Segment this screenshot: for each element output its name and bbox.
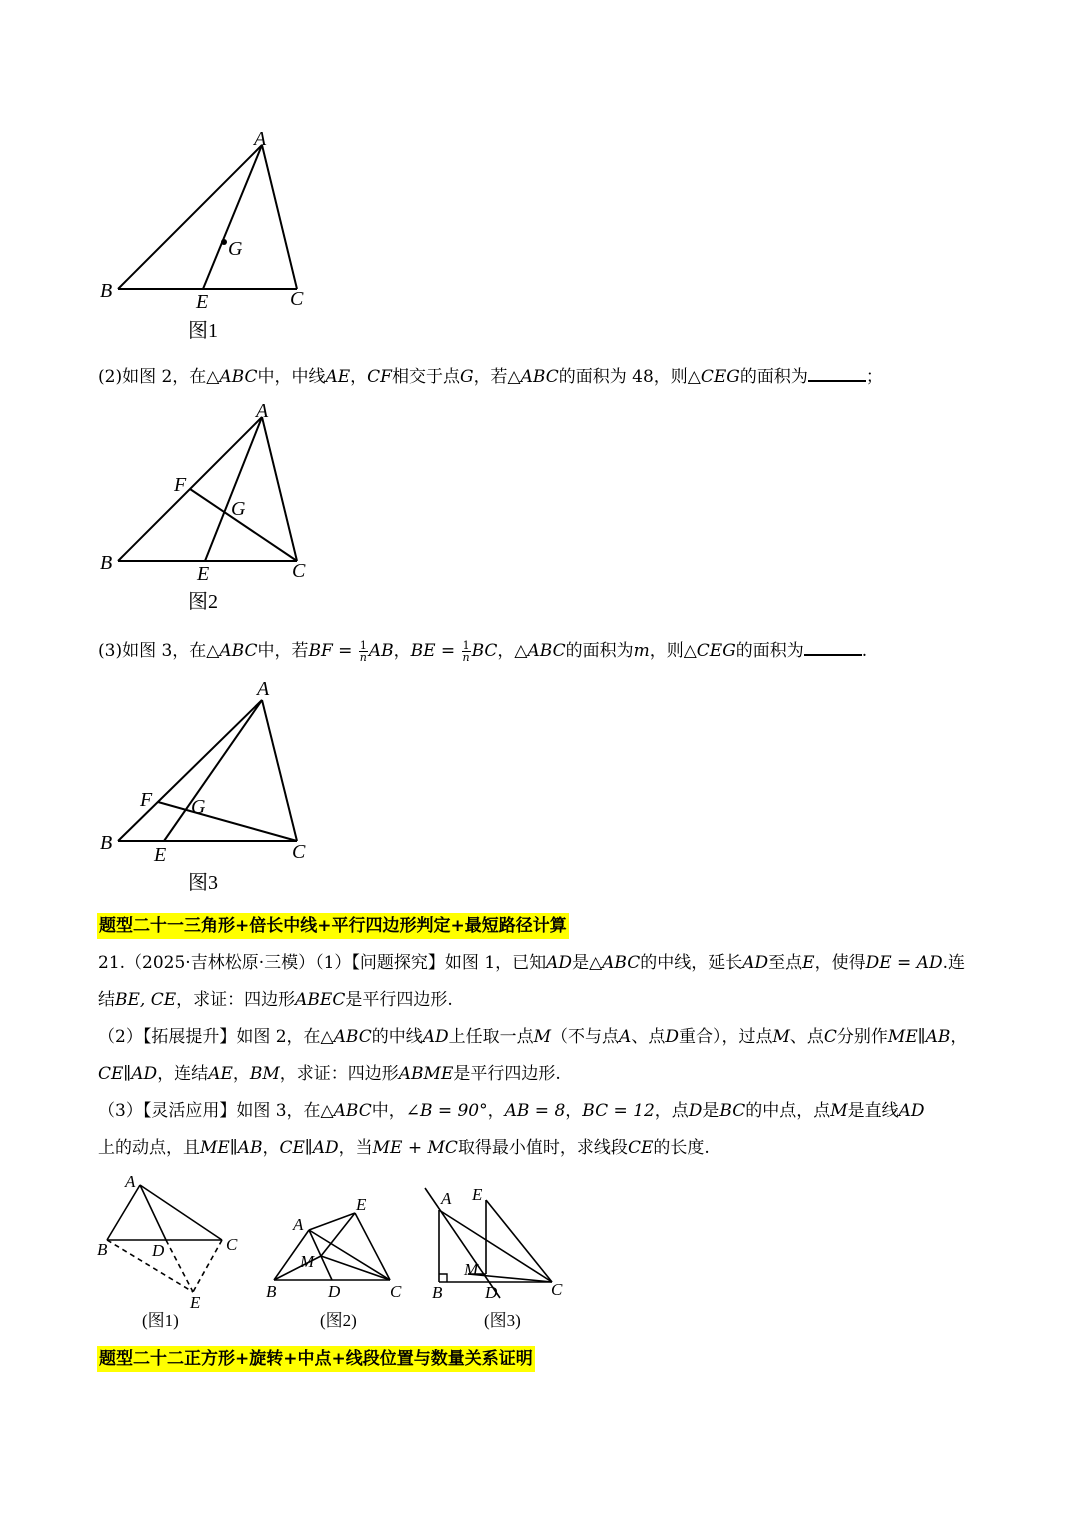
- q21-line-2: 结BE, CE，求证：四边形ABEC是平行四边形.: [98, 990, 453, 1010]
- label-d: D: [328, 1282, 341, 1301]
- label-a: A: [257, 678, 270, 700]
- label-b: B: [100, 280, 113, 302]
- label-b: B: [432, 1283, 443, 1302]
- small-figure-3: [415, 1170, 575, 1335]
- question-part-3: (3)如图 3，在△ABC中，若BF = $\frac{1}{n}$ AB，BE = $\frac{1}{n}$ BC，△ABC的面积为m，则△CEG的面积为 .: [98, 639, 868, 664]
- label-c: C: [551, 1280, 563, 1299]
- label-c: C: [290, 288, 304, 310]
- label-b: B: [266, 1282, 277, 1301]
- label-g: G: [228, 238, 243, 260]
- q21-line-6: 上的动点，且ME∥AB，CE∥AD，当ME + MC取得最小值时，求线段CE的长度.: [98, 1138, 710, 1158]
- edge-ab: [118, 145, 262, 289]
- point-g: [221, 239, 227, 245]
- q21-line-4: CE∥AD，连结AE，BM，求证：四边形ABME是平行四边形.: [98, 1064, 561, 1084]
- figure-3: [90, 675, 330, 900]
- edge-ac: [262, 417, 297, 561]
- section-heading-21: 题型二十一三角形+倍长中线+平行四边形判定+最短路径计算: [97, 913, 569, 939]
- segment-ce: [193, 1240, 222, 1292]
- section-heading-22: 题型二十二正方形+旋转+中点+线段位置与数量关系证明: [97, 1346, 535, 1372]
- label-c: C: [292, 841, 306, 863]
- segment-ce: [486, 1200, 552, 1282]
- segment-ae: [203, 145, 262, 289]
- figure-3-caption: 图3: [188, 872, 218, 894]
- label-e: E: [154, 844, 167, 866]
- label-c: C: [390, 1282, 402, 1301]
- segment-ae: [205, 417, 262, 561]
- label-b: B: [100, 552, 113, 574]
- edge-ac: [439, 1210, 552, 1282]
- label-g: G: [191, 796, 206, 818]
- label-e: E: [196, 291, 209, 313]
- label-e: E: [356, 1195, 367, 1214]
- label-f: F: [140, 789, 153, 811]
- label-a: A: [256, 400, 269, 422]
- label-d: D: [152, 1241, 165, 1260]
- small-figure-1-caption: (图1): [142, 1311, 179, 1330]
- figure-1: [90, 125, 330, 345]
- label-b: B: [97, 1240, 108, 1259]
- label-a: A: [125, 1172, 136, 1191]
- answer-blank: [808, 364, 866, 382]
- fraction-1-over-n: $\frac{1}{n}$: [359, 639, 367, 664]
- small-figure-3-caption: (图3): [484, 1311, 521, 1330]
- edge-ac: [262, 700, 297, 841]
- label-d: D: [485, 1283, 498, 1302]
- small-figure-2-caption: (图2): [320, 1311, 357, 1330]
- edge-ac: [262, 145, 297, 289]
- segment-cf: [158, 802, 297, 841]
- figure-2-caption: 图2: [188, 591, 218, 613]
- fraction-1-over-n-2: $\frac{1}{n}$: [462, 639, 470, 664]
- small-figure-2: [262, 1170, 412, 1335]
- label-c: C: [226, 1235, 238, 1254]
- answer-blank: [804, 638, 862, 656]
- edge-ab: [118, 700, 262, 841]
- label-m: M: [300, 1252, 315, 1271]
- small-figure-1: [90, 1170, 260, 1335]
- label-e: E: [190, 1293, 201, 1312]
- label-g: G: [231, 498, 246, 520]
- figure-1-caption: 图1: [188, 320, 218, 342]
- label-e: E: [472, 1185, 483, 1204]
- segment-ae: [164, 700, 262, 841]
- edge-ab: [107, 1185, 140, 1240]
- question-part-2: (2)如图 2，在△ABC中，中线AE，CF相交于点G，若△ABC的面积为 48，则△CEG的面积为 ；: [98, 364, 883, 389]
- label-a: A: [441, 1189, 452, 1208]
- figure-2: [90, 395, 330, 620]
- label-f: F: [174, 474, 187, 496]
- label-c: C: [292, 560, 306, 582]
- label-a: A: [254, 128, 267, 150]
- label-m: M: [464, 1260, 479, 1279]
- label-a: A: [293, 1215, 304, 1234]
- label-b: B: [100, 832, 113, 854]
- q21-line-5: （3）【灵活应用】如图 3，在△ABC中，∠B = 90°，AB = 8，BC = 12，点D是BC的中点，点M是直线AD: [98, 1101, 925, 1121]
- segment-mc: [468, 1274, 552, 1282]
- q21-line-3: （2）【拓展提升】如图 2，在△ABC的中线AD上任取一点M（不与点A、点D重合），过点M、点C分别作ME∥AB，: [98, 1027, 968, 1047]
- label-e: E: [197, 563, 210, 585]
- q21-line-1: 21.（2025·吉林松原·三模）（1）【问题探究】如图 1，已知AD是△ABC的中线，延长AD至点E，使得DE = AD.连: [98, 953, 965, 973]
- right-angle-marker: [439, 1274, 447, 1282]
